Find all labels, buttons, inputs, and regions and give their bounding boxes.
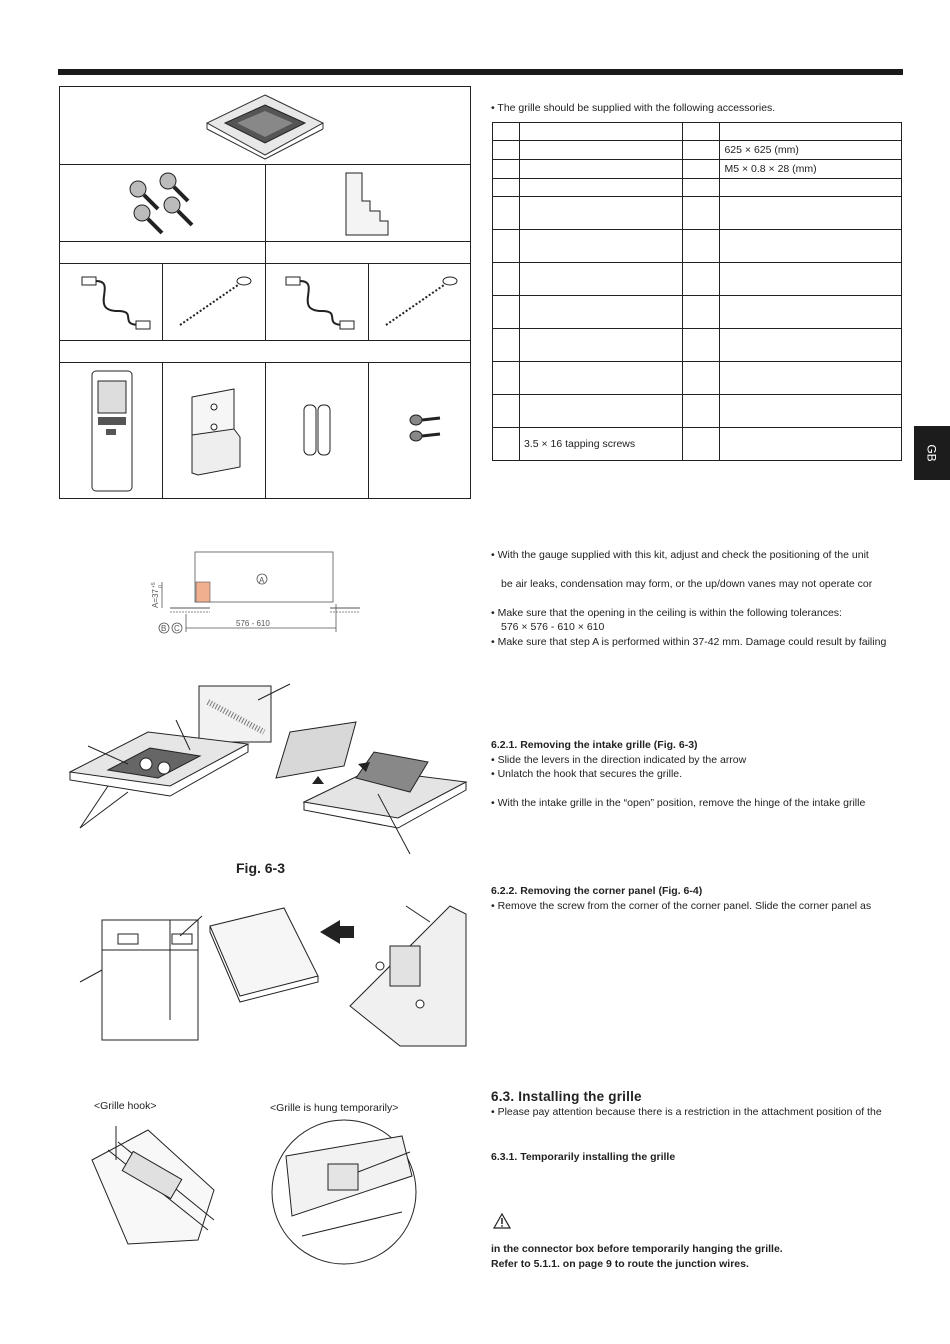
accessories-cell xyxy=(493,123,520,141)
fastener-band-icon xyxy=(382,271,462,333)
accessories-cell xyxy=(720,179,902,197)
accessories-row xyxy=(493,428,902,461)
grid-line xyxy=(368,362,369,499)
gauge-icon xyxy=(342,171,392,237)
s631-heading: 6.3.1. Temporarily installing the grille xyxy=(491,1151,676,1163)
s63-bullet-1: • Please pay attention because there is a restriction in the attachment position of the xyxy=(491,1106,882,1118)
accessories-cell xyxy=(493,230,520,263)
accessories-cell xyxy=(720,395,902,428)
grille-hung-caption: <Grille is hung temporarily> xyxy=(270,1102,399,1114)
intake-grille-figure xyxy=(68,682,468,862)
ceiling-gauge-figure xyxy=(140,548,370,640)
accessories-cell xyxy=(519,230,682,263)
s621-heading: 6.2.1. Removing the intake grille (Fig. 6-3) xyxy=(491,739,698,751)
accessories-cell xyxy=(519,123,682,141)
gauge-label-b: B xyxy=(161,624,167,633)
grille-hook-figure xyxy=(88,1120,218,1248)
accessories-cell xyxy=(682,329,720,362)
accessories-cell xyxy=(519,362,682,395)
accessories-cell xyxy=(720,362,902,395)
grille-hung-figure xyxy=(272,1116,422,1268)
accessories-row xyxy=(493,123,902,141)
accessories-row xyxy=(493,329,902,362)
s61-bullet-2: • Make sure that the opening in the ceiling is within the following tolerances: xyxy=(491,607,842,619)
s621-bullet-3: • With the intake grille in the “open” position, remove the hinge of the intake grille xyxy=(491,797,866,809)
grid-line xyxy=(162,362,163,499)
junction-wire-icon xyxy=(282,271,360,333)
accessories-cell xyxy=(682,160,720,179)
accessories-cell: 625 × 625 (mm) xyxy=(720,141,902,160)
accessories-cell xyxy=(493,141,520,160)
accessories-cell xyxy=(493,179,520,197)
accessories-row xyxy=(493,362,902,395)
accessories-cell xyxy=(720,123,902,141)
gauge-tol-zero: 0 xyxy=(158,585,164,588)
s621-bullet-2: • Unlatch the hook that secures the grille. xyxy=(491,768,683,780)
accessories-cell xyxy=(519,160,682,179)
language-tab-label: GB xyxy=(925,444,939,462)
accessories-row xyxy=(493,141,902,160)
accessories-cell xyxy=(682,263,720,296)
accessories-cell xyxy=(682,230,720,263)
accessories-cell xyxy=(519,296,682,329)
accessories-row xyxy=(493,230,902,263)
accessories-row xyxy=(493,179,902,197)
grille-hook-caption: <Grille hook> xyxy=(94,1100,157,1112)
accessories-cell xyxy=(493,395,520,428)
gauge-dim-horizontal: 576 - 610 xyxy=(236,619,270,628)
accessories-cell xyxy=(493,197,520,230)
accessories-cell xyxy=(720,263,902,296)
grille-panel-icon xyxy=(205,93,325,159)
accessories-table-body xyxy=(493,123,902,461)
s622-bullet-1: • Remove the screw from the corner of the corner panel. Slide the corner panel as xyxy=(491,900,872,912)
gauge-tol-plus: +5 xyxy=(151,582,157,588)
accessories-cell xyxy=(519,329,682,362)
gauge-label-a: A xyxy=(259,576,265,585)
fastener-band-icon xyxy=(176,271,256,333)
accessories-cell xyxy=(493,362,520,395)
section-6-2-1 xyxy=(491,738,903,818)
language-tab xyxy=(914,426,950,480)
remote-controller-icon xyxy=(88,369,138,495)
accessories-cell xyxy=(493,428,520,461)
accessories-cell xyxy=(720,197,902,230)
accessories-cell: M5 × 0.8 × 28 (mm) xyxy=(720,160,902,179)
grid-line xyxy=(265,263,266,340)
accessories-cell xyxy=(519,141,682,160)
accessories-cell xyxy=(519,395,682,428)
warning-line-1: in the connector box before temporarily hanging the grille. xyxy=(491,1243,783,1255)
batteries-icon xyxy=(300,399,336,459)
accessories-cell xyxy=(682,296,720,329)
accessories-cell xyxy=(682,395,720,428)
remote-holder-icon xyxy=(184,387,246,479)
s63-bullet-wrap xyxy=(491,1105,903,1121)
accessories-figure xyxy=(59,86,471,499)
junction-wire-icon xyxy=(78,271,156,333)
accessories-cell xyxy=(682,141,720,160)
accessories-cell xyxy=(720,296,902,329)
accessories-cell xyxy=(519,179,682,197)
grid-line xyxy=(162,263,163,340)
accessories-cell xyxy=(519,263,682,296)
grid-line xyxy=(368,263,369,340)
gauge-dim-vertical: A=37 xyxy=(151,589,160,608)
accessories-cell xyxy=(682,123,720,141)
corner-panel-figure xyxy=(70,886,466,1064)
accessories-row xyxy=(493,395,902,428)
warning-icon xyxy=(493,1213,511,1229)
warning-line-2: Refer to 5.1.1. on page 9 to route the junction wires. xyxy=(491,1258,749,1270)
accessories-cell xyxy=(493,263,520,296)
accessories-row xyxy=(493,197,902,230)
accessories-row xyxy=(493,263,902,296)
accessories-cell xyxy=(493,329,520,362)
grid-line xyxy=(60,340,470,341)
accessories-cell xyxy=(682,197,720,230)
s61-tolerance-value: 576 × 576 - 610 × 610 xyxy=(501,621,605,633)
accessories-cell xyxy=(682,428,720,461)
s61-bullet-3: • Make sure that step A is performed within 37-42 mm. Damage could result by failing xyxy=(491,636,887,648)
accessories-table xyxy=(492,122,902,461)
accessories-cell xyxy=(519,197,682,230)
accessories-cell xyxy=(720,428,902,461)
accessories-cell xyxy=(493,296,520,329)
accessories-cell xyxy=(720,230,902,263)
accessories-row xyxy=(493,160,902,179)
section-6-2-2 xyxy=(491,884,903,916)
s61-bullet-1: • With the gauge supplied with this kit, adjust and check the positioning of the unit xyxy=(491,549,869,561)
grid-line xyxy=(265,362,266,499)
accessories-cell: 3.5 × 16 tapping screws xyxy=(519,428,682,461)
screws-with-washer-icon xyxy=(120,169,210,237)
accessories-cell xyxy=(682,179,720,197)
fig-6-3-label: Fig. 6-3 xyxy=(236,860,286,876)
accessories-intro: • The grille should be supplied with the following accessories. xyxy=(491,102,776,114)
grid-line xyxy=(265,164,266,263)
accessories-cell xyxy=(682,362,720,395)
section-6-1-text xyxy=(491,548,903,658)
accessories-row xyxy=(493,296,902,329)
s63-heading: 6.3. Installing the grille xyxy=(491,1089,642,1104)
accessories-cell xyxy=(720,329,902,362)
tapping-screws-icon xyxy=(404,412,444,448)
top-rule xyxy=(58,69,903,75)
gauge-label-c: C xyxy=(174,624,180,633)
s622-heading: 6.2.2. Removing the corner panel (Fig. 6-4) xyxy=(491,885,703,897)
s621-bullet-1: • Slide the levers in the direction indicated by the arrow xyxy=(491,754,747,766)
s61-bullet-1-cont: be air leaks, condensation may form, or the up/down vanes may not operate cor xyxy=(501,578,873,590)
accessories-cell xyxy=(493,160,520,179)
